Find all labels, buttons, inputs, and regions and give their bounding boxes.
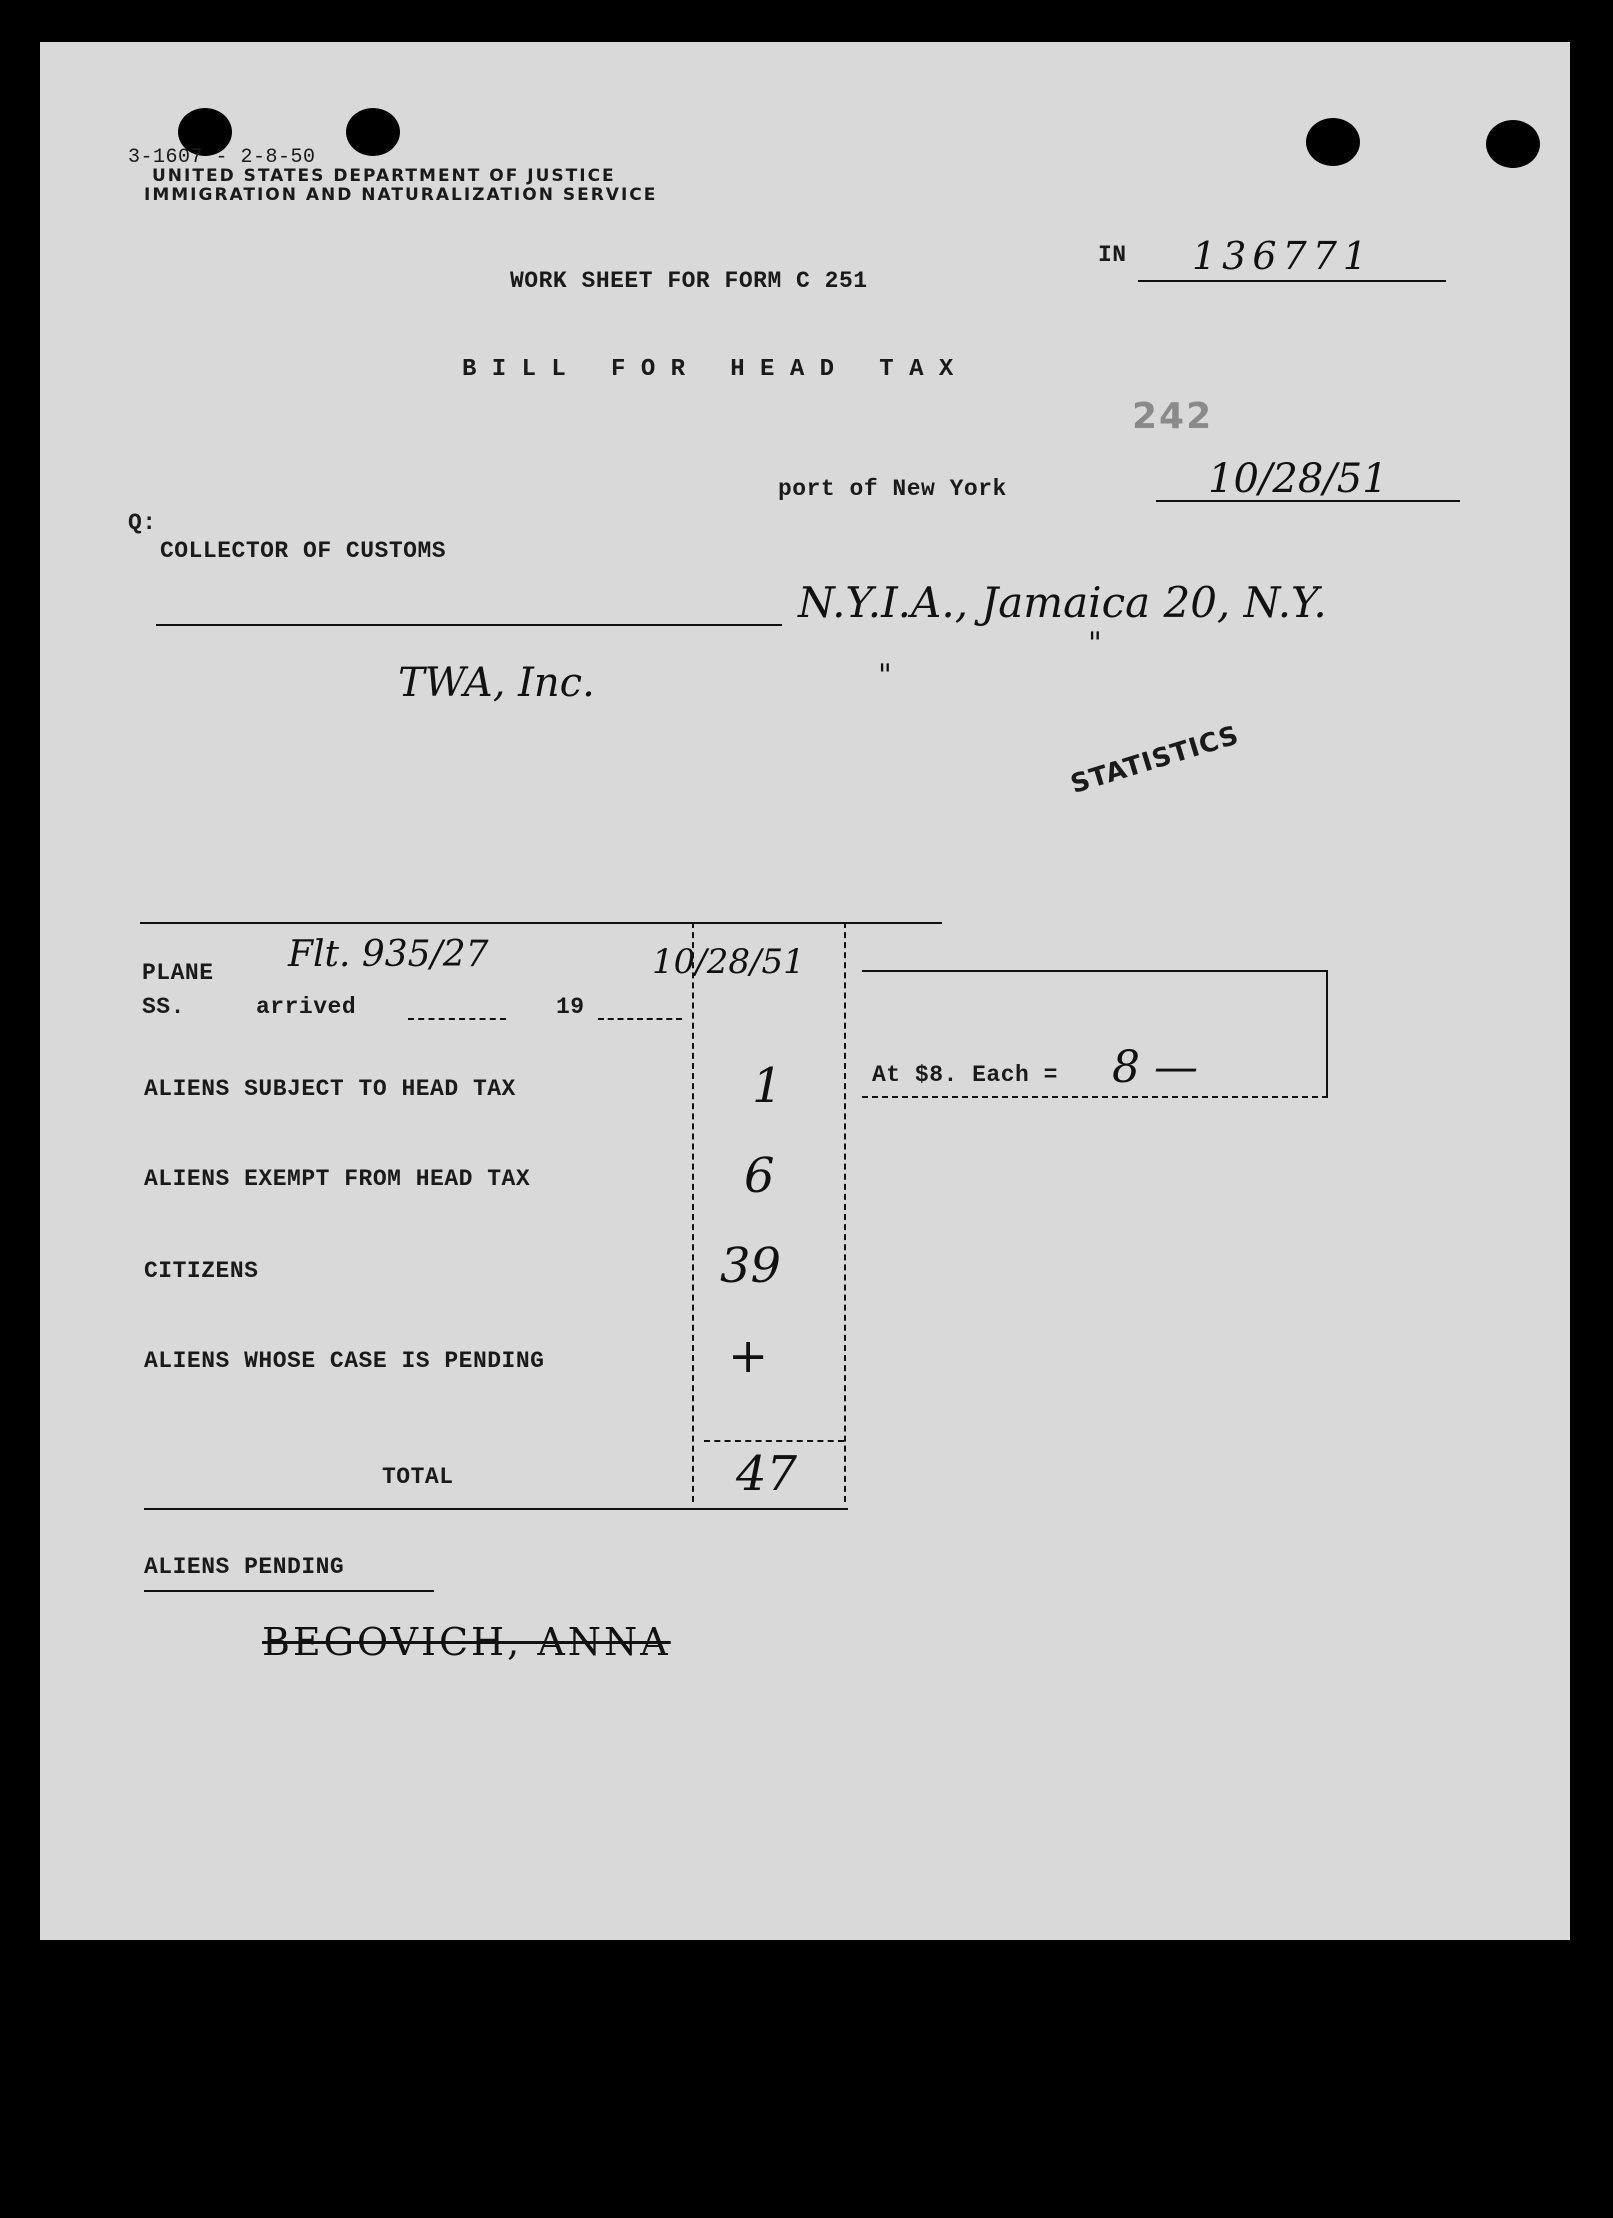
punch-hole	[1306, 118, 1360, 166]
date-handwritten: 10/28/51	[1208, 456, 1388, 502]
rate-label: At $8. Each =	[872, 1062, 1058, 1088]
location-handwritten: N.Y.I.A., Jamaica 20, N.Y.	[798, 578, 1327, 627]
rate-box-right	[1326, 970, 1328, 1098]
arrived-line	[408, 1018, 506, 1020]
punch-hole	[346, 108, 400, 156]
in-number: 136771	[1192, 234, 1374, 278]
agency-line-2: IMMIGRATION AND NATURALIZATION SERVICE	[144, 185, 658, 205]
date-line	[1156, 500, 1460, 502]
ditto-mark: "	[1088, 626, 1102, 661]
carrier-handwritten: TWA, Inc.	[398, 660, 595, 706]
table-top-rule	[140, 922, 942, 924]
table-bottom-rule	[144, 1508, 848, 1510]
document-page	[40, 42, 1570, 1940]
row-label: ALIENS SUBJECT TO HEAD TAX	[144, 1076, 516, 1102]
stamp-number: 242	[1132, 396, 1214, 437]
punch-hole	[1486, 120, 1540, 168]
arrived-label: arrived	[256, 994, 357, 1020]
statistics-stamp: STATISTICS	[1067, 720, 1243, 800]
row-label: ALIENS WHOSE CASE IS PENDING	[144, 1348, 545, 1374]
rate-amount: 8 —	[1112, 1042, 1198, 1093]
year-line	[598, 1018, 682, 1020]
row-value: 1	[752, 1058, 783, 1114]
flight-handwritten: Flt. 935/27	[288, 934, 489, 975]
rate-box-bottom	[862, 1096, 1328, 1098]
total-divider	[704, 1440, 844, 1442]
total-value: 47	[736, 1446, 798, 1502]
addressee-line	[156, 624, 782, 626]
addressee: COLLECTOR OF CUSTOMS	[160, 538, 447, 564]
pending-name: BEGOVICH, ANNA	[262, 1620, 671, 1664]
worksheet-title: WORK SHEET FOR FORM C 251	[510, 268, 868, 294]
port-label: port of New York	[778, 476, 1007, 502]
ss-label: SS.	[142, 994, 185, 1020]
value-column-right-rule	[844, 922, 846, 1502]
row-value: +	[728, 1328, 769, 1384]
to-label: Q:	[128, 510, 157, 536]
in-number-line	[1138, 280, 1446, 282]
row-label: CITIZENS	[144, 1258, 259, 1284]
arrival-date-handwritten: 10/28/51	[652, 942, 805, 982]
year-prefix: 19	[556, 994, 585, 1020]
value-column-left-rule	[692, 922, 694, 1502]
pending-underline	[144, 1590, 434, 1592]
plane-label: PLANE	[142, 960, 214, 986]
form-code: 3-1607 - 2-8-50	[128, 146, 316, 169]
row-value: 6	[744, 1148, 775, 1204]
row-value: 39	[720, 1238, 782, 1294]
in-label: IN	[1098, 242, 1127, 268]
bill-title: B I L L F O R H E A D T A X	[462, 356, 954, 383]
ditto-mark: "	[878, 658, 892, 693]
total-label: TOTAL	[382, 1464, 454, 1490]
pending-label: ALIENS PENDING	[144, 1554, 345, 1580]
agency-line-1: UNITED STATES DEPARTMENT OF JUSTICE	[152, 166, 616, 186]
row-label: ALIENS EXEMPT FROM HEAD TAX	[144, 1166, 531, 1192]
rate-box-top	[862, 970, 1328, 972]
